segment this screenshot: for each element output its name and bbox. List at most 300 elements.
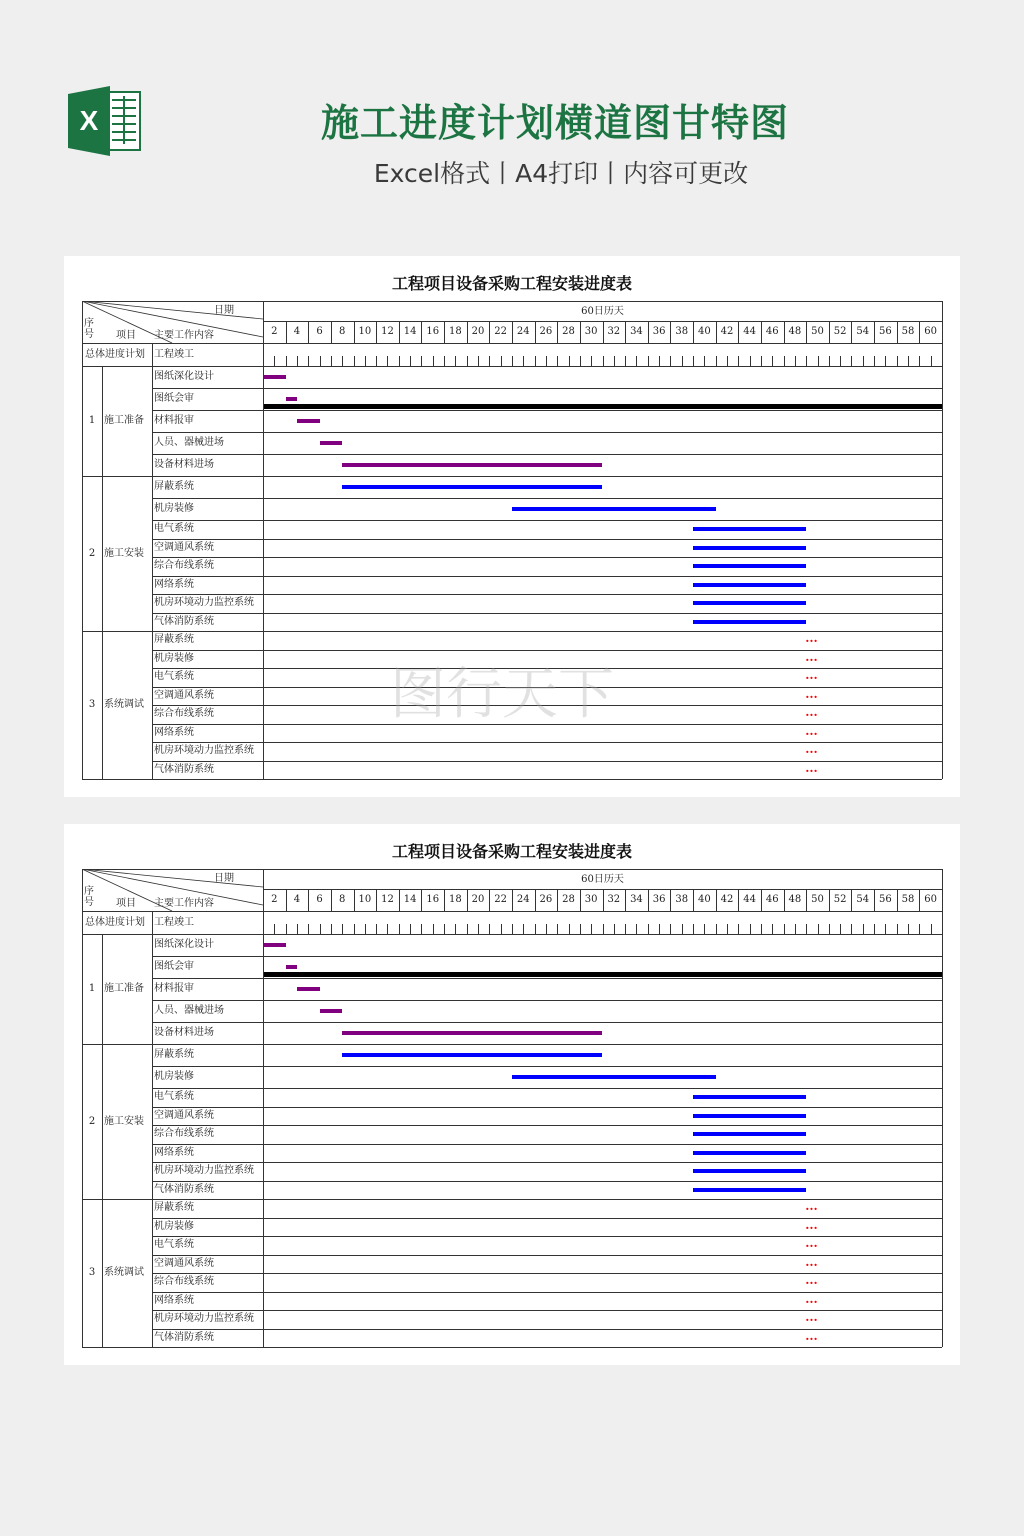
overall-tick — [320, 924, 321, 934]
overall-tick — [274, 356, 275, 366]
day-label: 26 — [539, 894, 553, 905]
gantt-sheet-2 — [64, 824, 960, 1365]
day-label: 46 — [765, 326, 779, 337]
overall-tick — [897, 356, 898, 366]
overall-tick — [546, 356, 547, 366]
day-label: 52 — [833, 894, 847, 905]
task-name: 屏蔽系统 — [154, 1049, 194, 1060]
day-label: 30 — [584, 326, 598, 337]
task-name: 人员、器械进场 — [154, 1005, 224, 1016]
overall-tick — [829, 356, 830, 366]
overall-tick — [489, 924, 490, 934]
overall-tick — [603, 924, 604, 934]
group-name: 系统调试 — [104, 699, 144, 710]
overall-tick — [535, 356, 536, 366]
day-label: 34 — [630, 326, 643, 337]
task-name: 综合布线系统 — [154, 708, 214, 720]
overall-tick — [603, 356, 604, 366]
overall-plan-label: 总体进度计划 — [85, 917, 145, 928]
task-bar — [693, 527, 806, 531]
day-label: 24 — [516, 326, 530, 337]
day-label: 54 — [856, 894, 870, 905]
task-bar — [693, 546, 806, 550]
day-column-line — [625, 321, 626, 343]
task-bar — [693, 1151, 806, 1155]
row-line — [152, 594, 942, 595]
task-name: 机房装修 — [154, 652, 194, 664]
overall-tick — [478, 924, 479, 934]
overall-tick — [682, 924, 683, 934]
sheet-title: 工程项目设备采购工程安装进度表 — [391, 274, 632, 293]
group-number: 3 — [88, 699, 96, 710]
day-column-line — [829, 889, 830, 911]
overall-tick — [297, 356, 298, 366]
day-column-line — [512, 321, 513, 343]
task-name: 设备材料进场 — [154, 1027, 214, 1038]
overall-tick — [738, 924, 739, 934]
day-column-line — [716, 321, 717, 343]
row-line — [152, 742, 942, 743]
corner-content-label: 主要工作内容 — [154, 898, 214, 909]
group-number: 1 — [88, 415, 96, 426]
day-column-line — [761, 321, 762, 343]
table-right-border — [942, 869, 943, 1347]
day-column-line — [489, 321, 490, 343]
overall-tick — [523, 356, 524, 366]
overall-content-label: 工程竣工 — [154, 917, 194, 928]
day-label: 26 — [539, 326, 553, 337]
group-name: 施工安装 — [104, 547, 144, 559]
overall-tick — [874, 924, 875, 934]
overall-tick — [365, 924, 366, 934]
svg-text:X: X — [79, 105, 99, 136]
task-bar — [297, 419, 320, 423]
overall-tick — [908, 356, 909, 366]
row-line — [152, 668, 942, 669]
row-line — [152, 454, 942, 455]
task-bar — [286, 397, 297, 401]
overall-tick — [716, 356, 717, 366]
day-column-line — [919, 889, 920, 911]
row-line — [152, 1273, 942, 1274]
row-line — [152, 1218, 942, 1219]
row-line — [152, 761, 942, 762]
task-bar — [693, 620, 806, 624]
overall-tick — [410, 356, 411, 366]
task-name: 气体消防系统 — [154, 615, 214, 627]
task-name: 网络系统 — [154, 1146, 194, 1158]
overall-tick — [297, 924, 298, 934]
day-label: 60 — [924, 894, 938, 905]
overall-tick — [512, 356, 513, 366]
day-label: 34 — [630, 894, 643, 905]
day-column-line — [806, 321, 807, 343]
overall-tick — [286, 356, 287, 366]
day-label: 28 — [562, 326, 575, 337]
overall-tick — [421, 924, 422, 934]
day-column-line — [535, 889, 536, 911]
day-column-line — [784, 889, 785, 911]
task-name: 图纸深化设计 — [154, 939, 214, 950]
seq-column-line — [102, 934, 103, 1347]
row-line — [152, 1000, 942, 1001]
row-line — [82, 1347, 942, 1348]
day-label: 58 — [901, 326, 915, 337]
task-name: 屏蔽系统 — [154, 481, 194, 492]
overall-tick — [704, 356, 705, 366]
table-right-border — [942, 301, 943, 779]
corner-seq-label: 序号 — [84, 886, 94, 908]
day-label: 2 — [271, 326, 278, 337]
table-left-border — [82, 869, 83, 1347]
corner-diagonal-line — [82, 301, 263, 319]
corner-item-label: 项目 — [116, 898, 136, 909]
day-label: 56 — [879, 326, 892, 337]
overall-tick — [399, 356, 400, 366]
day-column-line — [874, 889, 875, 911]
overall-tick — [840, 356, 841, 366]
overall-tick — [885, 356, 886, 366]
page-title: 施工进度计划横道图甘特图 — [320, 101, 789, 145]
overall-tick — [840, 924, 841, 934]
overall-tick — [591, 924, 592, 934]
task-bar — [693, 1095, 806, 1099]
day-column-line — [874, 321, 875, 343]
overall-tick — [659, 356, 660, 366]
overall-tick — [614, 356, 615, 366]
row-line — [82, 476, 942, 477]
overall-tick — [784, 924, 785, 934]
day-column-line — [444, 889, 445, 911]
overall-tick — [342, 356, 343, 366]
timeline-left-line — [263, 301, 264, 779]
day-column-line — [580, 889, 581, 911]
overall-tick — [512, 924, 513, 934]
debug-marker: ... — [805, 1199, 818, 1214]
task-bar — [512, 1075, 716, 1079]
day-label: 46 — [765, 894, 779, 905]
corner-item-label: 项目 — [116, 330, 136, 341]
overall-tick — [863, 924, 864, 934]
task-name: 机房装修 — [154, 503, 194, 514]
day-column-line — [670, 321, 671, 343]
overall-tick — [806, 356, 807, 366]
task-name: 气体消防系统 — [154, 1331, 214, 1343]
debug-marker: ... — [805, 1254, 818, 1269]
debug-marker: ... — [805, 1291, 818, 1306]
day-label: 2 — [271, 894, 278, 905]
corner-date-label: 日期 — [214, 305, 234, 316]
task-name: 机房环境动力监控系统 — [154, 597, 254, 609]
overall-tick — [455, 356, 456, 366]
day-column-line — [897, 889, 898, 911]
day-column-line — [354, 321, 355, 343]
overall-tick — [750, 924, 751, 934]
overall-tick — [863, 356, 864, 366]
overall-tick — [670, 924, 671, 934]
seq-column-line — [102, 366, 103, 779]
overall-tick — [818, 924, 819, 934]
overall-tick — [851, 356, 852, 366]
overall-tick — [659, 924, 660, 934]
overall-row-border — [82, 366, 942, 367]
overall-tick — [704, 924, 705, 934]
day-column-line — [444, 321, 445, 343]
debug-marker: ... — [805, 686, 818, 701]
task-name: 电气系统 — [154, 1091, 194, 1103]
day-label: 50 — [811, 894, 824, 905]
task-bar — [342, 485, 602, 489]
day-label: 44 — [743, 894, 756, 905]
row-line — [152, 1144, 942, 1145]
gantt-sheet-1 — [64, 256, 960, 797]
overall-tick — [818, 356, 819, 366]
day-column-line — [919, 321, 920, 343]
day-label: 20 — [471, 326, 485, 337]
task-name: 材料报审 — [154, 415, 194, 426]
table-left-border — [82, 301, 83, 779]
group-name: 施工准备 — [104, 415, 144, 426]
group-number: 1 — [88, 983, 96, 994]
overall-tick — [795, 924, 796, 934]
overall-tick — [897, 924, 898, 934]
task-name: 气体消防系统 — [154, 763, 214, 775]
day-label: 32 — [607, 894, 621, 905]
debug-marker: ... — [805, 742, 818, 757]
task-bar — [342, 463, 602, 467]
day-column-line — [829, 321, 830, 343]
task-name: 机房环境动力监控系统 — [154, 1165, 254, 1177]
row-line — [152, 388, 942, 389]
task-bar — [320, 441, 343, 445]
group-name: 施工准备 — [104, 983, 144, 994]
day-label: 22 — [494, 326, 507, 337]
debug-marker: ... — [805, 723, 818, 738]
day-label: 38 — [675, 326, 689, 337]
overall-plan-label: 总体进度计划 — [85, 349, 145, 360]
task-name: 网络系统 — [154, 578, 194, 590]
day-column-line — [467, 321, 468, 343]
overall-tick — [444, 924, 445, 934]
day-label: 16 — [426, 894, 440, 905]
overall-tick — [387, 356, 388, 366]
day-label: 18 — [449, 894, 462, 905]
debug-marker: ... — [805, 1310, 818, 1325]
header-bottom-border — [82, 911, 942, 912]
row-line — [152, 613, 942, 614]
watermark: 图行天下 — [390, 662, 614, 727]
overall-tick — [331, 924, 332, 934]
task-name: 电气系统 — [154, 523, 194, 535]
day-column-line — [693, 321, 694, 343]
overall-tick — [354, 356, 355, 366]
row-line — [152, 1125, 942, 1126]
day-column-line — [603, 321, 604, 343]
overall-tick — [467, 924, 468, 934]
overall-tick — [625, 924, 626, 934]
row-line — [152, 956, 942, 957]
overall-tick — [546, 924, 547, 934]
group-number: 2 — [88, 547, 96, 559]
overall-tick — [806, 924, 807, 934]
day-column-line — [693, 889, 694, 911]
day-column-line — [286, 321, 287, 343]
row-line — [152, 1310, 942, 1311]
task-name: 机房环境动力监控系统 — [154, 1313, 254, 1325]
task-name: 空调通风系统 — [154, 689, 214, 701]
day-label: 42 — [720, 326, 734, 337]
overall-tick — [693, 924, 694, 934]
overall-tick — [931, 356, 932, 366]
task-name: 空调通风系统 — [154, 1109, 214, 1121]
day-label: 22 — [494, 894, 507, 905]
row-line — [152, 539, 942, 540]
overall-tick — [670, 356, 671, 366]
overall-tick — [376, 924, 377, 934]
day-label: 6 — [316, 326, 323, 337]
overall-tick — [274, 924, 275, 934]
day-label: 18 — [449, 326, 462, 337]
debug-marker: ... — [805, 1217, 818, 1232]
day-label: 24 — [516, 894, 530, 905]
overall-tick — [557, 356, 558, 366]
day-column-line — [784, 321, 785, 343]
task-bar — [342, 1053, 602, 1057]
overall-tick — [784, 356, 785, 366]
task-bar — [693, 1114, 806, 1118]
calendar-label: 60日历天 — [581, 874, 624, 885]
row-line — [152, 978, 942, 979]
row-line — [152, 1236, 942, 1237]
corner-diagonal-line — [82, 869, 263, 887]
overall-tick — [727, 924, 728, 934]
overall-tick — [931, 924, 932, 934]
day-label: 48 — [788, 894, 802, 905]
task-name: 网络系统 — [154, 726, 194, 738]
overall-tick — [636, 356, 637, 366]
sheet-title: 工程项目设备采购工程安装进度表 — [391, 842, 632, 861]
task-name: 气体消防系统 — [154, 1183, 214, 1195]
overall-tick — [342, 924, 343, 934]
overall-tick — [648, 356, 649, 366]
overall-tick — [874, 356, 875, 366]
corner-date-label: 日期 — [214, 873, 234, 884]
task-name: 图纸深化设计 — [154, 371, 214, 382]
day-column-line — [557, 321, 558, 343]
overall-tick — [365, 356, 366, 366]
item-column-line — [152, 911, 153, 1347]
day-label: 54 — [856, 326, 870, 337]
group-name: 系统调试 — [104, 1267, 144, 1278]
day-label: 48 — [788, 326, 802, 337]
row-line — [152, 557, 942, 558]
overall-progress-bar — [263, 404, 942, 409]
corner-content-label: 主要工作内容 — [154, 330, 214, 341]
day-column-line — [851, 889, 852, 911]
row-line — [152, 1329, 942, 1330]
day-column-line — [421, 889, 422, 911]
day-column-line — [308, 321, 309, 343]
day-column-line — [580, 321, 581, 343]
overall-tick — [614, 924, 615, 934]
day-column-line — [557, 889, 558, 911]
day-label: 8 — [339, 326, 346, 337]
day-label: 36 — [652, 326, 666, 337]
timeline-left-line — [263, 869, 264, 1347]
day-column-line — [603, 889, 604, 911]
debug-marker: ... — [805, 649, 818, 664]
overall-tick — [376, 356, 377, 366]
day-column-line — [716, 889, 717, 911]
overall-tick — [535, 924, 536, 934]
overall-tick — [489, 356, 490, 366]
overall-tick — [455, 924, 456, 934]
overall-tick — [501, 356, 502, 366]
overall-tick — [795, 356, 796, 366]
overall-tick — [569, 924, 570, 934]
overall-tick — [354, 924, 355, 934]
day-column-line — [467, 889, 468, 911]
day-column-line — [535, 321, 536, 343]
day-column-line — [308, 889, 309, 911]
group-name: 施工安装 — [104, 1115, 144, 1127]
day-label: 32 — [607, 326, 621, 337]
day-column-line — [354, 889, 355, 911]
task-name: 机房装修 — [154, 1220, 194, 1232]
overall-tick — [557, 924, 558, 934]
task-bar — [693, 1169, 806, 1173]
day-column-line — [512, 889, 513, 911]
task-name: 设备材料进场 — [154, 459, 214, 470]
task-name: 空调通风系统 — [154, 541, 214, 553]
task-bar — [286, 965, 297, 969]
row-line — [82, 779, 942, 780]
task-name: 机房环境动力监控系统 — [154, 745, 254, 757]
task-bar — [693, 1132, 806, 1136]
task-name: 人员、器械进场 — [154, 437, 224, 448]
task-bar — [693, 1188, 806, 1192]
task-name: 机房装修 — [154, 1071, 194, 1082]
overall-tick — [750, 356, 751, 366]
row-line — [152, 410, 942, 411]
task-name: 综合布线系统 — [154, 560, 214, 572]
task-name: 图纸会审 — [154, 393, 194, 404]
day-column-line — [648, 321, 649, 343]
day-label: 12 — [381, 326, 394, 337]
corner-seq-label: 序号 — [84, 318, 94, 340]
row-line — [152, 705, 942, 706]
task-bar — [263, 943, 286, 947]
row-line — [152, 650, 942, 651]
day-label: 58 — [901, 894, 915, 905]
overall-tick — [523, 924, 524, 934]
day-column-line — [851, 321, 852, 343]
overall-tick — [478, 356, 479, 366]
day-label: 30 — [584, 894, 598, 905]
day-label: 50 — [811, 326, 824, 337]
overall-tick — [636, 924, 637, 934]
task-name: 综合布线系统 — [154, 1276, 214, 1288]
overall-tick — [682, 356, 683, 366]
calendar-label: 60日历天 — [581, 306, 624, 317]
day-label: 8 — [339, 894, 346, 905]
overall-tick — [761, 924, 762, 934]
overall-tick — [772, 356, 773, 366]
debug-marker: ... — [805, 1273, 818, 1288]
overall-tick — [399, 924, 400, 934]
overall-progress-bar — [263, 972, 942, 977]
day-label: 40 — [697, 326, 711, 337]
